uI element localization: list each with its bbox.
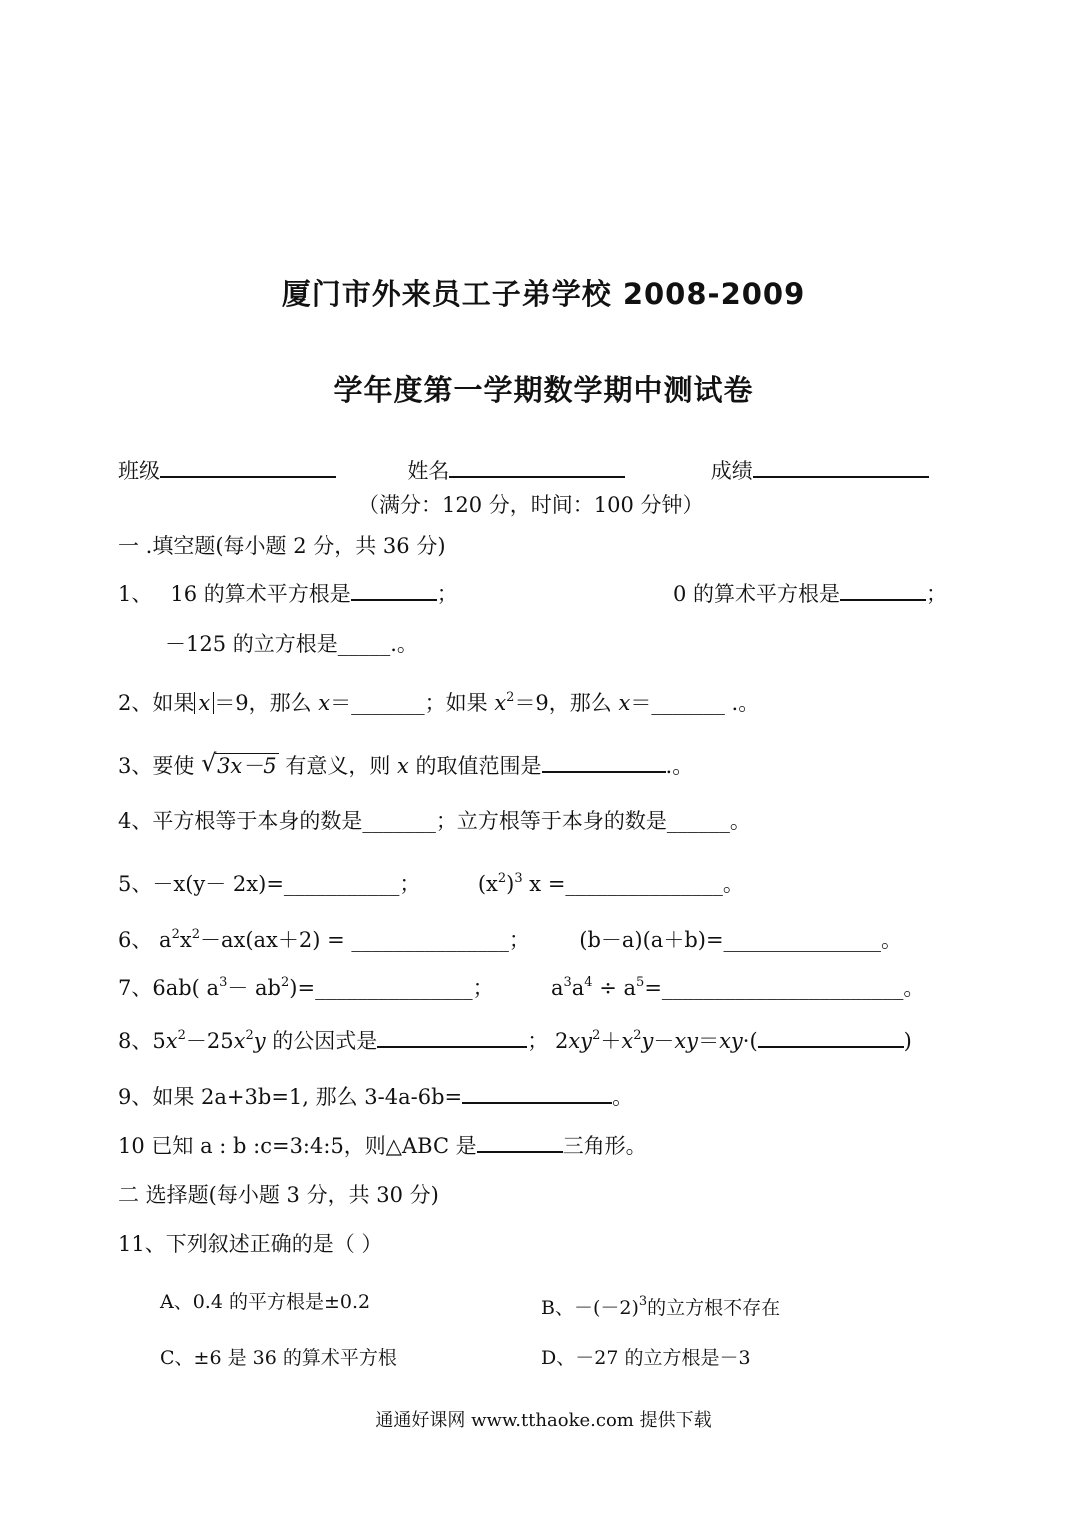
section1-heading: 一 .填空题(每小题 2 分，共 36 分) [118, 534, 446, 558]
q11-option-b[interactable]: B、$-(-2)^3$的立方根不存在 [541, 1294, 781, 1319]
q11-option-c[interactable]: C、±6 是 36 的算术平方根 [160, 1347, 397, 1369]
q11-option-a[interactable]: A、0.4 的平方根是±0.2 [160, 1291, 371, 1313]
question-1-line1b: 0 的算术平方根是 ； [673, 582, 948, 606]
question-9: 9、如果 2a+3b=1, 那么 3-4a-6b= 。 [118, 1085, 634, 1109]
q3-answer[interactable] [542, 753, 666, 773]
class-label: 班级 [118, 459, 160, 483]
question-5: 5、－x(y－ 2x)=___________； $(x^2)^3$ x =_______________。 [118, 871, 744, 896]
q8-answer-a[interactable] [377, 1028, 527, 1048]
score-field[interactable] [753, 458, 929, 478]
footer-credit: 通通好课网 www.tthaoke.com 提供下载 [375, 1410, 712, 1431]
question-6: 6、 $a^2x^2-ax(ax+2)$ = _______________； (b－a)(a＋b)=_______________。 [118, 927, 903, 952]
q9-answer[interactable] [462, 1084, 612, 1104]
name-field[interactable] [449, 458, 625, 478]
score-label: 成绩 [710, 459, 753, 483]
question-1-line1: 1、 16 的算术平方根是 ； [118, 582, 458, 606]
question-3: 3、要使 √ 3x－5 有意义，则 x 的取值范围是 .。 [118, 751, 693, 781]
exam-title-line2: 学年度第一学期数学期中测试卷 [333, 373, 754, 407]
q8-answer-b[interactable] [758, 1028, 904, 1048]
question-7: 7、6ab( $a^3-$ $ab^2)=\_\_\_\_\_\_\_\_\_\_\_\_\_\_\_$； $a^3a^4$ ÷ $a^5=\_\_\_\_\_\_\_\_\_\_\_\_\_\_\_\_\_\_\_\_\_\_\_$。 [118, 975, 925, 1000]
question-10: 10 已知 a : b :c=3:4:5，则△ABC 是 三角形。 [118, 1134, 647, 1158]
question-11-stem: 11、下列叙述正确的是（ ） [118, 1232, 383, 1256]
question-1-line2: －125 的立方根是_____.。 [165, 632, 418, 656]
question-8: 8、$5x^2-25x^2y$ 的公因式是 ； $2xy^2+x^2y-xy=xy\cdot$( ) [118, 1028, 912, 1053]
exam-title-line1: 厦门市外来员工子弟学校 2008-2009 [281, 277, 806, 311]
q1-answer-a[interactable] [351, 581, 437, 601]
question-2: 2、如果 x ＝9，那么 x＝_______；如果 $x^2=9$，那么 x＝_______ .。 [118, 690, 760, 715]
question-4: 4、平方根等于本身的数是_______；立方根等于本身的数是______。 [118, 809, 751, 833]
name-label: 姓名 [407, 459, 450, 483]
class-field[interactable] [160, 458, 336, 478]
q11-option-d[interactable]: D、－27 的立方根是－3 [541, 1347, 751, 1369]
q1-answer-b[interactable] [840, 581, 926, 601]
student-info-row [118, 456, 929, 486]
sqrt-expression: √ 3x－5 [201, 749, 277, 778]
section2-heading: 二 选择题(每小题 3 分，共 30 分) [118, 1183, 439, 1207]
exam-note: （满分：120 分，时间：100 分钟） [358, 493, 704, 517]
q10-answer[interactable] [477, 1133, 563, 1153]
